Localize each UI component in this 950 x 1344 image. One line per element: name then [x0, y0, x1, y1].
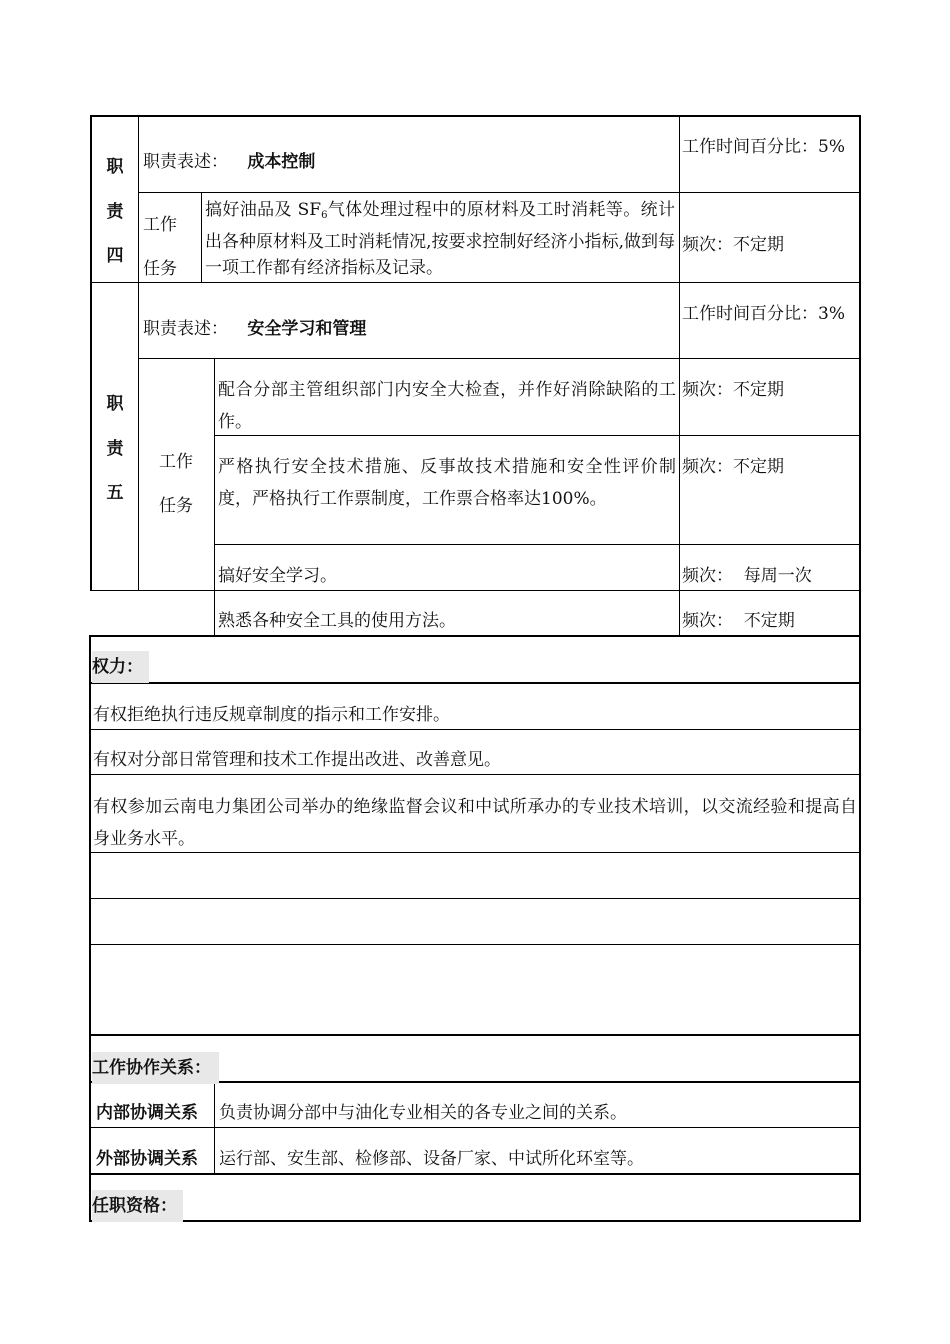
duty5-desc-value: 安全学习和管理 — [247, 319, 367, 339]
duty4-task-text-b: 气体处理过程中的原材料及工时消耗等。统计出各种原材料及工时消耗情况,按要求控制好经济小指标,做到每一项工作都有经济指标及记录。 — [205, 200, 675, 278]
duty5-task-frequency: 频次：不定期 — [682, 380, 784, 400]
duty4-task-text — [205, 197, 675, 281]
duty5-task-frequency: 频次： 不定期 — [682, 611, 795, 631]
authority-item: 有权对分部日常管理和技术工作提出改进、改善意见。 — [93, 750, 501, 770]
external-relation-value: 运行部、安生部、检修部、设备厂家、中试所化环室等。 — [219, 1149, 644, 1169]
duty4-desc-label: 职责表述： — [143, 152, 228, 172]
duty5-side-char: 职 — [106, 394, 124, 414]
duty5-task-text: 配合分部主管组织部门内安全大检查，并作好消除缺陷的工作。 — [218, 380, 676, 432]
authority-item: 有权拒绝执行违反规章制度的指示和工作安排。 — [93, 705, 450, 725]
duty4-desc-value: 成本控制 — [247, 152, 316, 172]
external-relation-label: 外部协调关系 — [96, 1149, 198, 1169]
duty5-time-percent: 工作时间百分比：3% — [682, 304, 845, 324]
duty5-task-frequency: 频次：不定期 — [682, 457, 784, 477]
duty4-task-label: 任务 — [143, 259, 177, 279]
duty5-desc-label: 职责表述： — [143, 319, 228, 339]
duty5-side-char: 责 — [106, 439, 124, 459]
duty4-side-char: 责 — [106, 202, 124, 222]
duty5-side-char: 五 — [106, 483, 124, 503]
qualification-heading: 任职资格： — [92, 1190, 183, 1222]
internal-relation-label: 内部协调关系 — [96, 1103, 198, 1123]
duty5-task-frequency: 频次： 每周一次 — [682, 566, 812, 586]
internal-relation-value: 负责协调分部中与油化专业相关的各专业之间的关系。 — [219, 1103, 627, 1123]
duty4-task-text-a: 搞好油品及 SF — [205, 200, 322, 220]
duty4-side-char: 四 — [106, 246, 124, 266]
duty4-task-frequency: 频次：不定期 — [682, 235, 784, 255]
authority-item: 有权参加云南电力集团公司举办的绝缘监督会议和中试所承办的专业技术培训，以交流经验和提高自身业务水平。 — [93, 797, 857, 849]
cooperation-heading: 工作协作关系： — [92, 1052, 219, 1084]
authority-heading: 权力： — [92, 651, 149, 683]
duty4-description — [143, 146, 315, 178]
duty5-task-label: 任务 — [159, 496, 193, 516]
duty5-task-text: 严格执行安全技术措施、反事故技术措施和安全性评价制度，严格执行工作票制度，工作票合格率达100%。 — [218, 457, 676, 509]
duty4-task-sub: 6 — [321, 210, 328, 221]
duty5-description — [143, 313, 366, 345]
duty5-task-text: 熟悉各种安全工具的使用方法。 — [218, 611, 456, 631]
duty4-side-char: 职 — [106, 157, 124, 177]
duty5-task-text: 搞好安全学习。 — [218, 566, 337, 586]
duty4-task-label: 工作 — [143, 215, 177, 235]
duty5-task-label: 工作 — [159, 452, 193, 472]
duty4-time-percent: 工作时间百分比：5% — [682, 137, 845, 157]
